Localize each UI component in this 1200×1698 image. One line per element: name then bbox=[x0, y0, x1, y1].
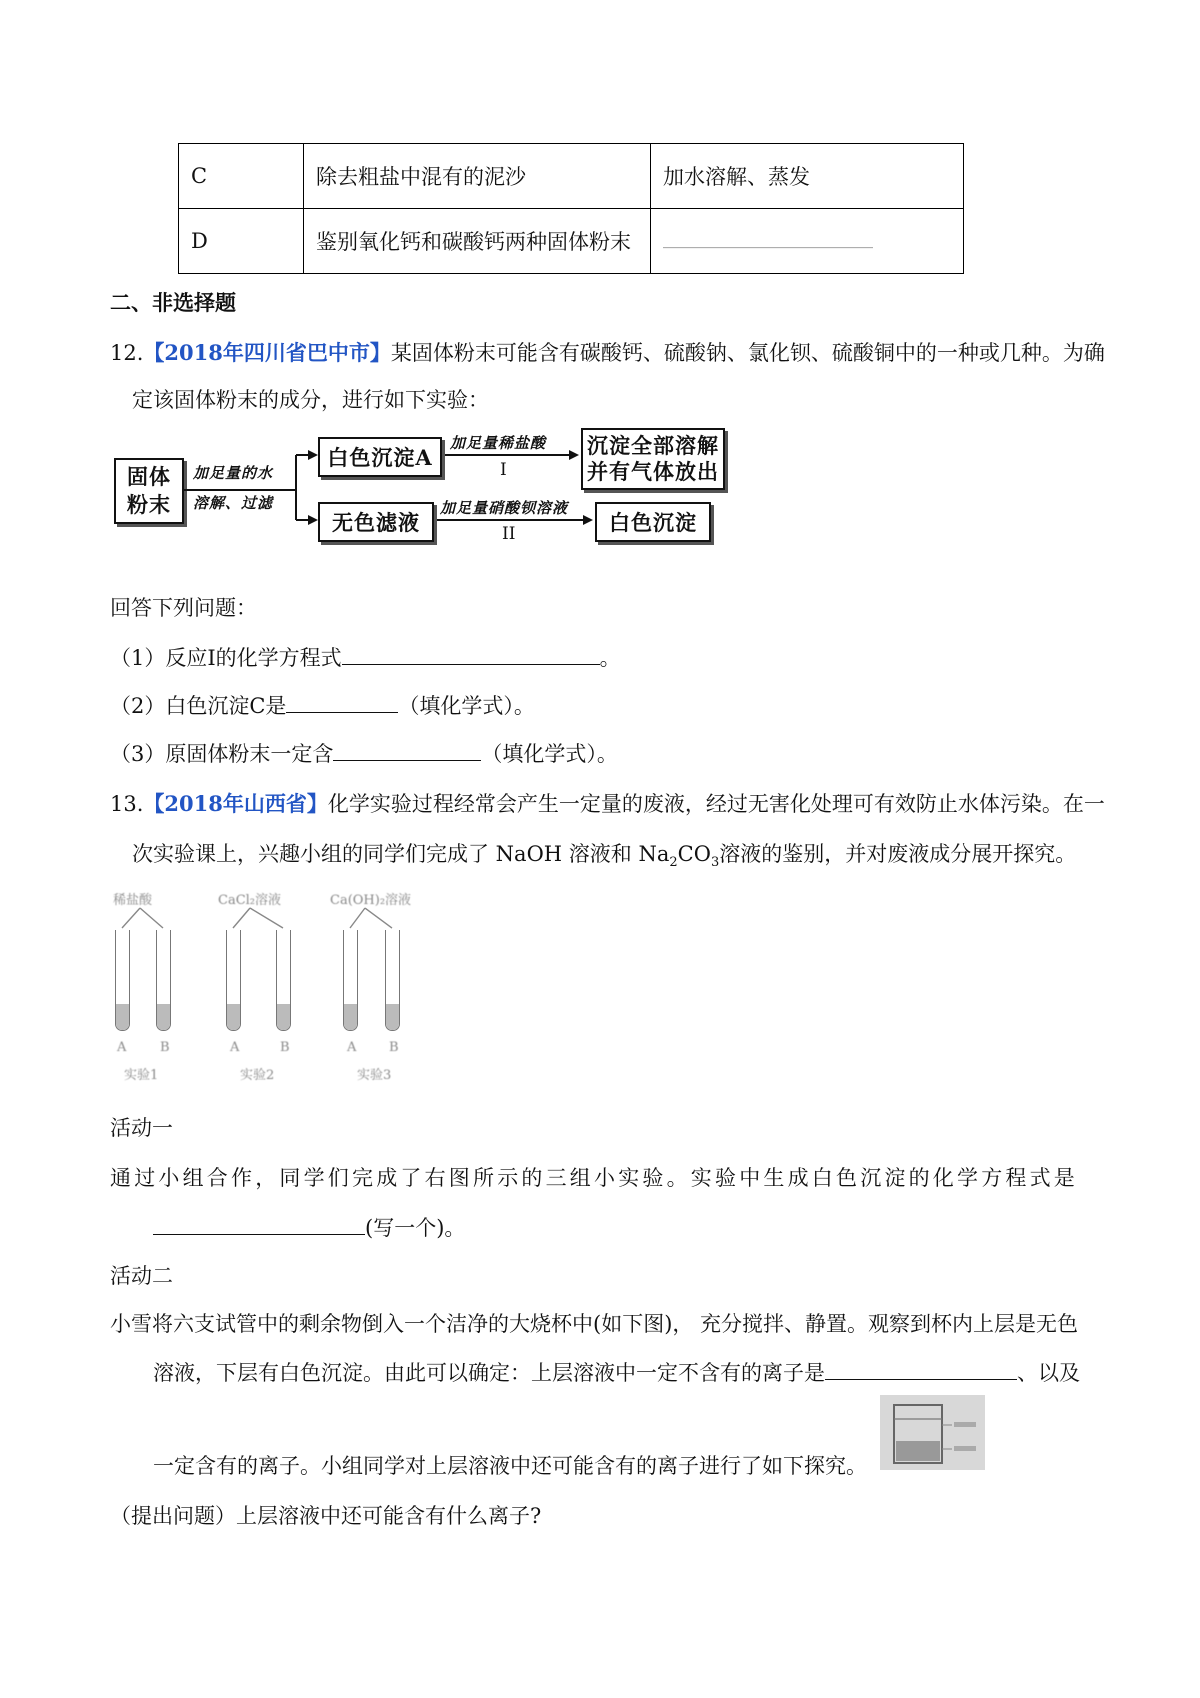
flow-start-l1: 固体 bbox=[127, 464, 171, 489]
q13-source: 【2018年山西省】 bbox=[143, 791, 328, 816]
tube-label-a: A bbox=[230, 1040, 240, 1055]
flow-step1-l1: 加足量的水 bbox=[193, 464, 274, 482]
tube-label-a: A bbox=[347, 1040, 357, 1055]
activity2-line2-post: 、以及 bbox=[1017, 1361, 1080, 1385]
experiment-caption-2: 实验2 bbox=[240, 1068, 275, 1083]
activity2-line1: 小雪将六支试管中的剩余物倒入一个洁净的大烧杯中(如下图)， 充分搅拌、静置。观察到杯内上层是无色 bbox=[110, 1312, 1079, 1336]
tube-label-a: A bbox=[117, 1040, 127, 1055]
beaker-icon bbox=[880, 1395, 985, 1470]
test-tube bbox=[115, 930, 130, 1031]
tube-label-b: B bbox=[389, 1040, 399, 1055]
test-tube bbox=[385, 930, 400, 1031]
flow-box-a: 白色沉淀A bbox=[318, 437, 442, 477]
reagent-label-3: Ca(OH)₂溶液 bbox=[330, 893, 412, 908]
activity2-title: 活动二 bbox=[110, 1264, 173, 1288]
row-method: ______________________________ bbox=[651, 209, 964, 274]
q12-answer-intro: 回答下列问题： bbox=[110, 596, 257, 620]
q12-number: 12. bbox=[110, 341, 144, 365]
q13-text-line2-b: CO bbox=[677, 842, 711, 866]
activity1-answer-line bbox=[153, 1212, 465, 1242]
row-label: C bbox=[179, 144, 304, 209]
reagent-label-1: 稀盐酸 bbox=[113, 893, 153, 908]
row-method: 加水溶解、蒸发 bbox=[651, 144, 964, 209]
test-tube bbox=[156, 930, 171, 1031]
section-title: 二、非选择题 bbox=[110, 290, 236, 315]
q12-sub3-post: （填化学式）。 bbox=[481, 742, 618, 766]
test-tube bbox=[343, 930, 358, 1031]
row-label: D bbox=[179, 209, 304, 274]
beaker-image bbox=[880, 1395, 985, 1470]
activity1-blank[interactable] bbox=[153, 1213, 365, 1235]
flow-result1-l1: 沉淀全部溶解 bbox=[587, 433, 719, 458]
flow-arrow1-label: 加足量稀盐酸 bbox=[450, 434, 547, 452]
activity2-blank[interactable] bbox=[825, 1358, 1017, 1380]
flow-arrow2-label: 加足量硝酸钡溶液 bbox=[440, 499, 569, 517]
q13-text-line1: 化学实验过程经常会产生一定量的废液，经过无害化处理可有效防止水体污染。在一 bbox=[327, 792, 1105, 816]
row-purpose: 除去粗盐中混有的泥沙 bbox=[304, 144, 651, 209]
flow-arrow2-roman: II bbox=[502, 524, 516, 544]
activity2-line2 bbox=[153, 1357, 1080, 1387]
q12-sub2-post: （填化学式）。 bbox=[398, 694, 535, 718]
test-tube bbox=[276, 930, 291, 1031]
q13-sub-3: 3 bbox=[710, 855, 720, 871]
flow-result2-box: 白色沉淀 bbox=[595, 502, 711, 542]
flow-start-l2: 粉末 bbox=[127, 492, 171, 517]
experiment-caption-1: 实验1 bbox=[124, 1068, 159, 1083]
activity1-post: (写一个)。 bbox=[365, 1216, 466, 1240]
activity1-title: 活动一 bbox=[110, 1116, 173, 1140]
question-line: （提出问题）上层溶液中还可能含有什么离子? bbox=[110, 1504, 542, 1528]
activity2-line2-pre: 溶液，下层有白色沉淀。由此可以确定：上层溶液中一定不含有的离子是 bbox=[153, 1361, 825, 1385]
q13-text-line2-c: 溶液的鉴别，并对废液成分展开探究。 bbox=[719, 842, 1077, 866]
q13-number: 13. bbox=[110, 792, 144, 816]
q13-sub-2: 2 bbox=[669, 855, 678, 871]
q12-sub3-pre: （3）原固体粉末一定含 bbox=[110, 742, 334, 766]
q12-text-line2: 定该固体粉末的成分，进行如下实验： bbox=[132, 388, 489, 412]
activity2-line3: 一定含有的离子。小组同学对上层溶液中还可能含有的离子进行了如下探究。 bbox=[153, 1454, 867, 1478]
flow-step1-l2: 溶解、过滤 bbox=[193, 494, 274, 512]
row-purpose: 鉴别氧化钙和碳酸钙两种固体粉末 bbox=[304, 209, 651, 274]
activity1-text: 通过小组合作，同学们完成了右图所示的三组小实验。实验中生成白色沉淀的化学方程式是 bbox=[110, 1166, 1078, 1190]
flow-result1-l2: 并有气体放出 bbox=[587, 459, 719, 484]
q12-source: 【2018年四川省巴中市】 bbox=[143, 340, 391, 365]
flow-box-filtrate: 无色滤液 bbox=[318, 502, 434, 542]
q12-sub2-pre: （2）白色沉淀C是 bbox=[110, 694, 287, 718]
tube-label-b: B bbox=[160, 1040, 170, 1055]
test-tube bbox=[226, 930, 241, 1031]
reagent-label-2: CaCl₂溶液 bbox=[218, 893, 282, 908]
flow-arrow1-roman: I bbox=[500, 460, 507, 480]
q13-text-line2-a: 次实验课上，兴趣小组的同学们完成了 NaOH 溶液和 Na bbox=[132, 842, 670, 866]
experiment-caption-3: 实验3 bbox=[357, 1068, 392, 1083]
q12-sub1-post: 。 bbox=[599, 646, 621, 670]
q12-text-line1: 某固体粉末可能含有碳酸钙、硫酸钠、氯化钡、硫酸铜中的一种或几种。为确 bbox=[390, 341, 1105, 365]
q12-sub1-pre: （1）反应I的化学方程式 bbox=[110, 646, 342, 670]
tube-label-b: B bbox=[280, 1040, 290, 1055]
